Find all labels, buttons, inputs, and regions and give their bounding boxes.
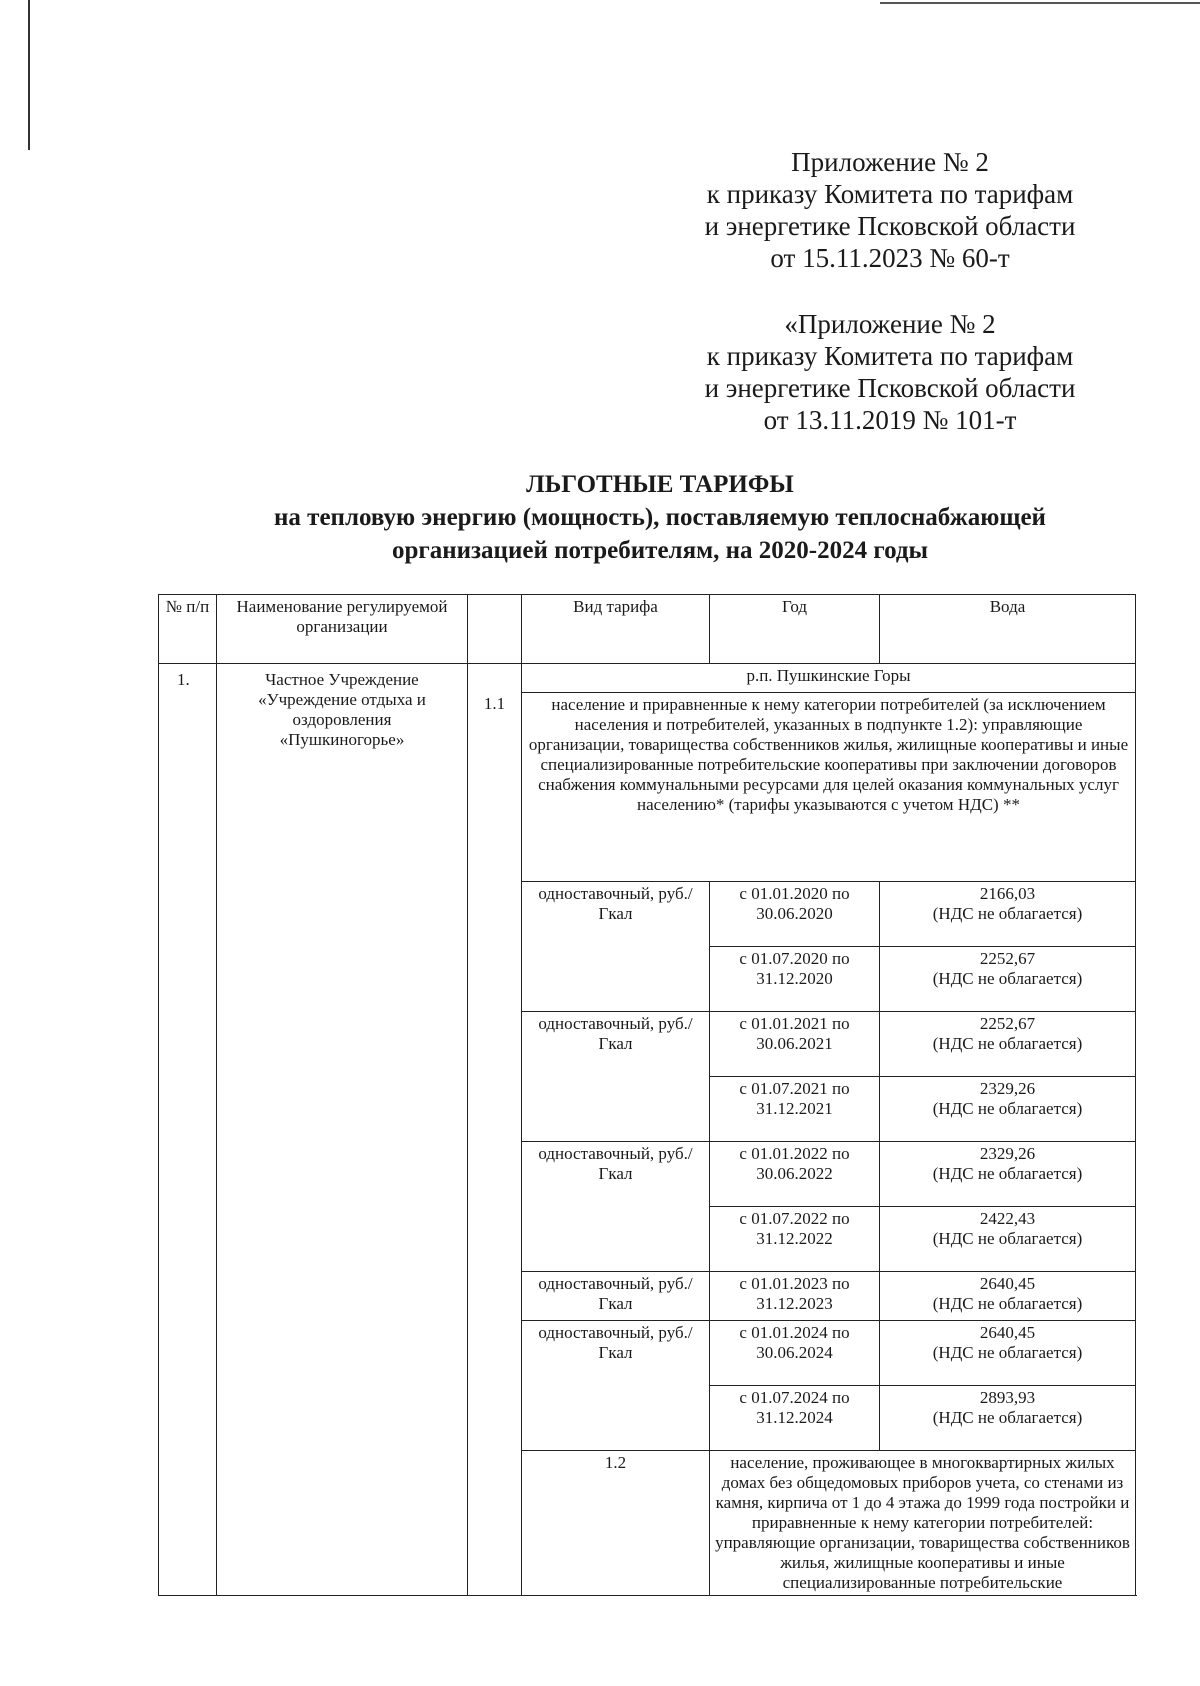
tariff-value: 2422,43 <box>979 1209 1036 1228</box>
tariff-value: 2252,67 <box>979 1014 1036 1033</box>
row-number: 1. <box>159 664 217 1596</box>
period: с 01.01.2024 по 30.06.2024 <box>710 1321 880 1386</box>
subsection-description-1: население и приравненные к нему категории потребителей (за исключением населения и потребителей, указанных в подпункте 1.2): управляющие организации, товарищества собственников жилья, жилищные кооперативы и иные специализированные потребительские кооперативы при заключении договоров снабжения коммунальными ресурсами для целей оказания коммунальных услуг населению* (тарифы указываются с учетом НДС) ** <box>522 693 1136 882</box>
period: с 01.01.2023 по 31.12.2023 <box>710 1272 880 1321</box>
appendix-date: от 13.11.2019 № 101-т <box>763 405 1017 435</box>
tariff-value-cell <box>880 1142 1136 1207</box>
vat-note: (НДС не облагается) <box>932 1294 1083 1313</box>
period: с 01.01.2022 по 30.06.2022 <box>710 1142 880 1207</box>
appendix-order-ref: к приказу Комитета по тарифам <box>706 341 1074 371</box>
tariff-value-cell <box>880 1077 1136 1142</box>
tariff-value-cell <box>880 882 1136 947</box>
subsection-description-2: население, проживающее в многоквартирных жилых домах без общедомовых приборов учета, со стенами из камня, кирпича от 1 до 4 этажа до 1999 года постройки и приравненные к нему категории потребителей: управляющие организации, товарищества собственников жилья, жилищные кооперативы и иные специализированные потребительские <box>710 1451 1136 1596</box>
organization-name: Частное Учреждение «Учреждение отдыха и оздоровления «Пушкиногорье» <box>217 664 468 1596</box>
scan-edge-top <box>880 2 1200 4</box>
tariff-value-cell <box>880 1207 1136 1272</box>
appendix-date: от 15.11.2023 № 60-т <box>770 243 1010 273</box>
vat-note: (НДС не облагается) <box>932 969 1083 988</box>
subsection-number-1: 1.1 <box>468 664 522 1596</box>
header-tariff-type: Вид тарифа <box>522 595 710 664</box>
period: с 01.07.2020 по 31.12.2020 <box>710 947 880 1012</box>
appendix-committee: и энергетике Псковской области <box>704 373 1076 403</box>
tariff-value: 2329,26 <box>979 1079 1036 1098</box>
appendix-title: Приложение № 2 <box>791 147 989 177</box>
tariff-value: 2640,45 <box>979 1323 1036 1342</box>
table-header-row <box>159 595 1136 664</box>
subsection-number-2: 1.2 <box>522 1451 710 1596</box>
table-row <box>159 664 1136 693</box>
vat-note: (НДС не облагается) <box>932 1408 1083 1427</box>
period: с 01.07.2022 по 31.12.2022 <box>710 1207 880 1272</box>
tariff-value-cell <box>880 1321 1136 1386</box>
vat-note: (НДС не облагается) <box>932 904 1083 923</box>
header-blank <box>468 595 522 664</box>
appendix-header-original <box>680 308 1100 436</box>
document-title <box>160 468 1160 567</box>
tariff-value: 2329,26 <box>979 1144 1036 1163</box>
appendix-order-ref: к приказу Комитета по тарифам <box>706 179 1074 209</box>
header-year: Год <box>710 595 880 664</box>
tariff-type: одноставочный, руб./Гкал <box>522 1272 710 1321</box>
appendix-title: «Приложение № 2 <box>784 309 996 339</box>
vat-note: (НДС не облагается) <box>932 1099 1083 1118</box>
tariff-type: одноставочный, руб./Гкал <box>522 1321 710 1451</box>
title-line-3: организацией потребителям, на 2020-2024 годы <box>391 537 929 564</box>
vat-note: (НДС не облагается) <box>932 1343 1083 1362</box>
location: р.п. Пушкинские Горы <box>522 664 1136 693</box>
title-line-1: ЛЬГОТНЫЕ ТАРИФЫ <box>526 471 794 498</box>
tariff-table <box>158 594 1136 1596</box>
title-line-2: на тепловую энергию (мощность), поставляемую теплоснабжающей <box>274 504 1046 531</box>
appendix-header-current <box>680 146 1100 274</box>
header-water: Вода <box>880 595 1136 664</box>
tariff-type: одноставочный, руб./Гкал <box>522 1142 710 1272</box>
tariff-type: одноставочный, руб./Гкал <box>522 1012 710 1142</box>
period: с 01.07.2021 по 31.12.2021 <box>710 1077 880 1142</box>
header-org: Наименование регулируемой организации <box>217 595 468 664</box>
tariff-value-cell <box>880 1386 1136 1451</box>
period: с 01.01.2020 по 30.06.2020 <box>710 882 880 947</box>
tariff-value-cell <box>880 947 1136 1012</box>
header-num: № п/п <box>159 595 217 664</box>
tariff-value: 2166,03 <box>979 884 1036 903</box>
tariff-value-cell <box>880 1272 1136 1321</box>
scan-edge-left <box>28 0 30 150</box>
appendix-committee: и энергетике Псковской области <box>704 211 1076 241</box>
vat-note: (НДС не облагается) <box>932 1229 1083 1248</box>
vat-note: (НДС не облагается) <box>932 1034 1083 1053</box>
tariff-value-cell <box>880 1012 1136 1077</box>
period: с 01.01.2021 по 30.06.2021 <box>710 1012 880 1077</box>
tariff-type: одноставочный, руб./Гкал <box>522 882 710 1012</box>
period: с 01.07.2024 по 31.12.2024 <box>710 1386 880 1451</box>
tariff-value: 2640,45 <box>979 1274 1036 1293</box>
tariff-value: 2252,67 <box>979 949 1036 968</box>
tariff-value: 2893,93 <box>979 1388 1036 1407</box>
vat-note: (НДС не облагается) <box>932 1164 1083 1183</box>
